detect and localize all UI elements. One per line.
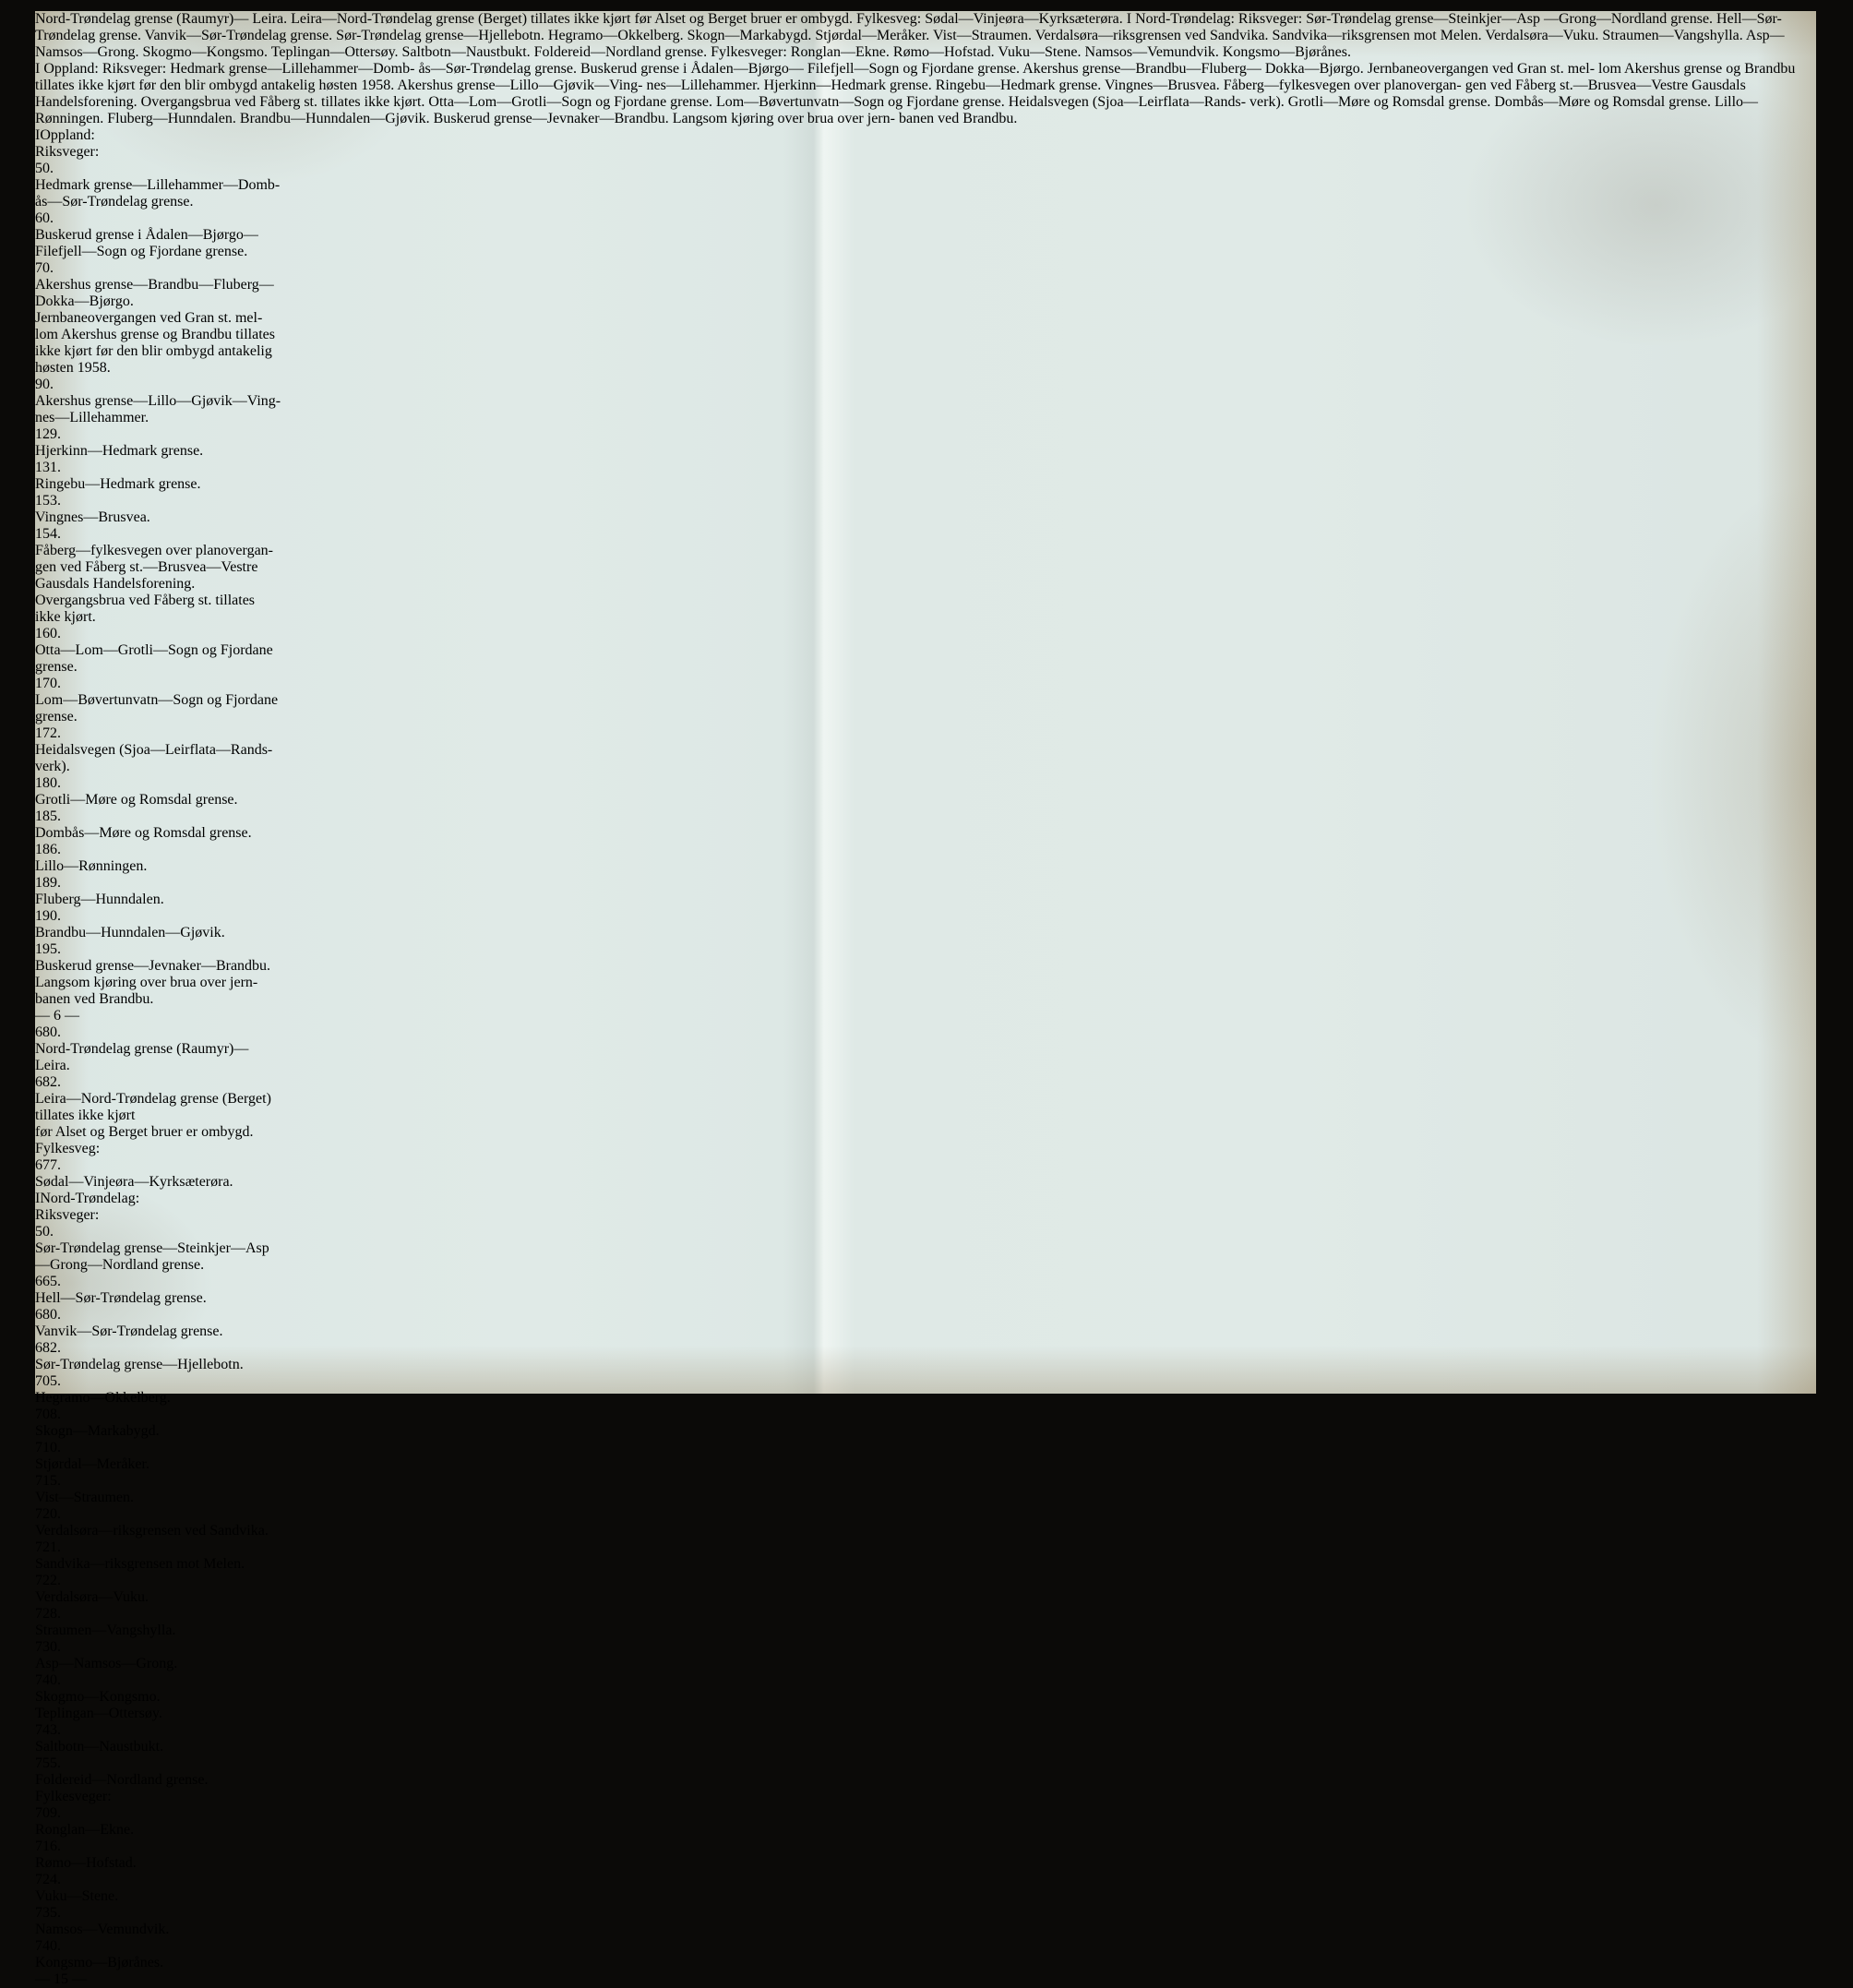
road-entry — [35, 1440, 1816, 1473]
entry-line: Lillo—Rønningen. — [35, 858, 148, 874]
road-number: 172. — [35, 725, 61, 741]
road-description — [35, 1589, 1816, 1606]
road-number: 90. — [35, 377, 54, 392]
remark-note-italic — [35, 1124, 1816, 1141]
left-page-column — [35, 127, 1816, 1024]
road-entry — [35, 161, 1816, 210]
road-entry — [35, 260, 1816, 310]
road-number: 195. — [35, 941, 61, 957]
entry-line: Hedmark grense—Lillehammer—Domb- — [35, 177, 281, 193]
road-entry — [35, 1573, 1816, 1606]
road-number: 131. — [35, 460, 61, 475]
road-description — [35, 642, 1816, 676]
region-heading — [35, 127, 1816, 144]
road-description — [35, 1739, 1816, 1755]
entry-line: tillates ikke kjørt — [35, 1108, 136, 1123]
road-description — [35, 1456, 1816, 1473]
entry-line: lom Akershus grense og Brandbu tillates — [35, 327, 275, 342]
road-description — [35, 825, 1816, 842]
entry-line: Verdalsøra—Vuku. — [35, 1589, 149, 1605]
restriction-note — [35, 593, 1816, 626]
entry-line: Skogmo—Kongsmo. — [35, 1689, 161, 1705]
road-number: 180. — [35, 775, 61, 791]
region-name: Nord-Trøndelag: — [40, 1191, 140, 1206]
entry-line: gen ved Fåberg st.—Brusvea—Vestre — [35, 559, 258, 575]
entry-line: Asp—Namsos—Grong. — [35, 1656, 178, 1671]
left-page-number: — 6 — — [35, 1008, 79, 1024]
entry-line: Vist—Straumen. — [35, 1490, 135, 1505]
scanned-page-spread — [35, 11, 1816, 1987]
road-number: 735. — [35, 1905, 61, 1921]
road-description — [35, 1323, 1816, 1340]
right-page-number: — 15 — — [35, 1971, 87, 1987]
road-description — [35, 1556, 1816, 1573]
entry-line: Hell—Sør-Trøndelag grense. — [35, 1290, 207, 1306]
road-description — [35, 1390, 1816, 1407]
road-entry — [35, 626, 1816, 676]
road-entry — [35, 1340, 1816, 1373]
road-entry — [35, 377, 1816, 426]
road-description — [35, 227, 1816, 260]
road-description — [35, 958, 1816, 975]
road-entry — [35, 1639, 1816, 1672]
entry-line: Akershus grense—Lillo—Gjøvik—Ving- — [35, 393, 281, 409]
region-prefix: I — [35, 1191, 41, 1206]
road-number: 677. — [35, 1157, 61, 1173]
road-description — [35, 1955, 1816, 1971]
entry-line: Brandbu—Hunndalen—Gjøvik. — [35, 925, 225, 940]
road-number: 743. — [35, 1722, 61, 1738]
road-entry — [35, 725, 1816, 775]
road-description — [35, 1290, 1816, 1307]
road-number: 665. — [35, 1274, 61, 1289]
road-description — [35, 1822, 1816, 1838]
road-number: 721. — [35, 1539, 61, 1555]
region-heading — [35, 1191, 1816, 1207]
road-description — [35, 1357, 1816, 1373]
road-description — [35, 476, 1816, 493]
road-entry — [35, 1506, 1816, 1539]
road-entry — [35, 1755, 1816, 1789]
entry-line: Foldereid—Nordland grense. — [35, 1772, 209, 1788]
entry-line: Saltbotn—Naustbukt. — [35, 1739, 164, 1754]
road-number: 715. — [35, 1473, 61, 1489]
entry-line: Filefjell—Sogn og Fjordane grense. — [35, 244, 248, 259]
road-description — [35, 177, 1816, 210]
entry-line: Leira. — [35, 1058, 70, 1073]
show-through-text-left: Nord-Trøndelag grense (Raumyr)— Leira. Leira—Nord-Trøndelag grense (Berget) tillates ikke kjørt før Alset og Berget bruer er ombygd. Fylkesveg: Sødal—Vinjeøra—Kyrksæterøra. I Nord-Trøndelag: Riksveger: Sør-Trøndelag grense—Steinkjer—Asp —Grong—Nordland grense. Hell—Sør-Trøndelag grense. Vanvik—Sør-Trøndelag grense. Sør-Trøndelag grense—Hjellebotn. Hegramo—Okkelberg. Skogn—Markabygd. Stjørdal—Meråker. Vist—Straumen. Verdalsøra—riksgrensen ved Sandvika. Sandvika—riksgrensen mot Melen. Verdalsøra—Vuku. Straumen—Vangshylla. Asp—Namsos—Grong. Skogmo—Kongsmo. Teplingan—Ottersøy. Saltbotn—Naustbukt. Foldereid—Nordland grense. Fylkesveger: Ronglan—Ekne. Rømo—Hofstad. Vuku—Stene. Namsos—Vemundvik. Kongsmo—Bjørånes. — [35, 11, 1785, 60]
road-entry — [35, 1407, 1816, 1440]
entry-line: Otta—Lom—Grotli—Sogn og Fjordane — [35, 642, 273, 658]
entry-line: Fåberg—fylkesvegen over planovergan- — [35, 543, 273, 558]
entry-line: grense. — [35, 709, 78, 725]
road-entry — [35, 1373, 1816, 1407]
road-number: 710. — [35, 1440, 61, 1455]
entry-line: ikke kjørt før den blir ombygd antakelig — [35, 343, 272, 359]
entry-line: Stjørdal—Meråker. — [35, 1456, 149, 1472]
road-description — [35, 277, 1816, 310]
entry-line: Leira—Nord-Trøndelag grense (Berget) — [35, 1091, 271, 1107]
road-number: 682. — [35, 1340, 61, 1356]
entry-line: Ronglan—Ekne. — [35, 1822, 135, 1838]
road-number: 740. — [35, 1938, 61, 1954]
road-entry — [35, 1872, 1816, 1905]
road-number: 705. — [35, 1373, 61, 1389]
road-description — [35, 1623, 1816, 1639]
road-number: 50. — [35, 161, 54, 176]
road-category-heading: Riksveger: — [35, 1207, 100, 1223]
road-description — [35, 543, 1816, 593]
road-description — [35, 1922, 1816, 1938]
road-description — [35, 1888, 1816, 1905]
road-description — [35, 858, 1816, 875]
road-category-heading: Riksveger: — [35, 144, 100, 160]
entry-line: Overgangsbrua ved Fåberg st. tillates — [35, 593, 256, 608]
road-number: 740. — [35, 1672, 61, 1688]
left-page-items — [35, 127, 1816, 1008]
road-number: 153. — [35, 493, 61, 509]
road-entry — [35, 908, 1816, 941]
entry-line: ikke kjørt. — [35, 609, 96, 625]
road-number: 722. — [35, 1573, 61, 1588]
entry-line: Buskerud grense—Jevnaker—Brandbu. — [35, 958, 271, 974]
road-number: 709. — [35, 1805, 61, 1821]
entry-line: Teplingan—Ottersøy. — [35, 1706, 162, 1721]
road-number: 680. — [35, 1307, 61, 1323]
entry-line: Sør-Trøndelag grense—Hjellebotn. — [35, 1357, 244, 1372]
entry-line: grense. — [35, 659, 78, 675]
road-number: 170. — [35, 676, 61, 691]
road-category-heading: Fylkesveger: — [35, 1789, 112, 1804]
entry-line: Buskerud grense i Ådalen—Bjørgo— — [35, 227, 258, 243]
road-description — [35, 1689, 1816, 1722]
right-page-items — [35, 1024, 1816, 1971]
road-description — [35, 1772, 1816, 1789]
entry-line: Straumen—Vangshylla. — [35, 1623, 176, 1638]
road-entry — [35, 875, 1816, 908]
road-entry — [35, 1157, 1816, 1191]
road-number: 682. — [35, 1074, 61, 1090]
road-description — [35, 1523, 1816, 1539]
road-entry — [35, 775, 1816, 808]
entry-line: Verdalsøra—riksgrensen ved Sandvika. — [35, 1523, 269, 1539]
entry-line: Skogn—Markabygd. — [35, 1423, 160, 1439]
entry-line: Kongsmo—Bjørånes. — [35, 1955, 164, 1970]
entry-line: verk). — [35, 759, 70, 774]
road-description — [35, 692, 1816, 725]
road-description — [35, 1656, 1816, 1672]
road-number: 50. — [35, 1224, 54, 1240]
road-entry — [35, 1539, 1816, 1573]
entry-line: banen ved Brandbu. — [35, 991, 154, 1007]
road-description — [35, 393, 1816, 426]
road-number: 186. — [35, 842, 61, 857]
road-entry — [35, 808, 1816, 842]
entry-line: nes—Lillehammer. — [35, 410, 149, 425]
road-number: 60. — [35, 210, 54, 226]
road-entry — [35, 1838, 1816, 1872]
road-number: 129. — [35, 426, 61, 442]
road-number: 190. — [35, 908, 61, 924]
entry-line: Sør-Trøndelag grense—Steinkjer—Asp — [35, 1240, 269, 1256]
region-prefix: I — [35, 127, 41, 143]
entry-line: før Alset og Berget bruer er ombygd. — [35, 1124, 254, 1140]
show-through-text-right: I Oppland: Riksveger: Hedmark grense—Lillehammer—Domb- ås—Sør-Trøndelag grense. Buskerud grense i Ådalen—Bjørgo— Filefjell—Sogn og Fjordane grense. Akershus grense—Brandbu—Fluberg— Dokka—Bjørgo. Jernbaneovergangen ved Gran st. mel- lom Akershus grense og Brandbu tillates ikke kjørt før den blir ombygd antakelig høsten 1958. Akershus grense—Lillo—Gjøvik—Ving- nes—Lillehammer. Hjerkinn—Hedmark grense. Ringebu—Hedmark grense. Vingnes—Brusvea. Fåberg—fylkesvegen over planovergan- gen ved Fåberg st.—Brusvea—Vestre Gausdals Handelsforening. Overgangsbrua ved Fåberg st. tillates ikke kjørt. Otta—Lom—Grotli—Sogn og Fjordane grense. Lom—Bøvertunvatn—Sogn og Fjordane grense. Heidalsvegen (Sjoa—Leirflata—Rands- verk). Grotli—Møre og Romsdal grense. Dombås—Møre og Romsdal grense. Lillo—Rønningen. Fluberg—Hunndalen. Brandbu—Hunndalen—Gjøvik. Buskerud grense—Jevnaker—Brandbu. Langsom kjøring over brua over jern- banen ved Brandbu. — [35, 61, 1796, 126]
road-entry — [35, 1606, 1816, 1639]
road-entry — [35, 1672, 1816, 1722]
road-entry — [35, 1024, 1816, 1074]
road-entry — [35, 1224, 1816, 1274]
entry-line: Lom—Bøvertunvatn—Sogn og Fjordane — [35, 692, 279, 708]
entry-line: Rømo—Hofstad. — [35, 1855, 137, 1871]
road-entry — [35, 426, 1816, 460]
road-number: 755. — [35, 1755, 61, 1771]
entry-line: Hjerkinn—Hedmark grense. — [35, 443, 204, 459]
road-number: 730. — [35, 1639, 61, 1655]
road-description — [35, 1091, 1816, 1124]
road-number: 185. — [35, 808, 61, 824]
road-entry — [35, 842, 1816, 875]
road-description — [35, 443, 1816, 460]
region-name: Oppland: — [40, 127, 95, 143]
entry-line: Jernbaneovergangen ved Gran st. mel- — [35, 310, 263, 326]
road-number: 728. — [35, 1606, 61, 1622]
road-entry — [35, 1905, 1816, 1938]
road-description — [35, 892, 1816, 908]
entry-line: Vingnes—Brusvea. — [35, 509, 150, 525]
road-number: 189. — [35, 875, 61, 891]
road-entry — [35, 493, 1816, 526]
entry-line: Dokka—Bjørgo. — [35, 293, 134, 309]
road-description — [35, 1174, 1816, 1191]
entry-line: Dombås—Møre og Romsdal grense. — [35, 825, 252, 841]
road-number: 160. — [35, 626, 61, 641]
road-entry — [35, 1307, 1816, 1340]
entry-line: Vanvik—Sør-Trøndelag grense. — [35, 1323, 223, 1339]
road-entry — [35, 1473, 1816, 1506]
road-description — [35, 1240, 1816, 1274]
road-entry — [35, 676, 1816, 725]
entry-line: Heidalsvegen (Sjoa—Leirflata—Rands- — [35, 742, 273, 758]
road-number: 680. — [35, 1024, 61, 1040]
entry-line: Vuku—Stene. — [35, 1888, 119, 1904]
road-description — [35, 742, 1816, 775]
entry-line: Gausdals Handelsforening. — [35, 576, 196, 592]
road-entry — [35, 1074, 1816, 1124]
road-entry — [35, 526, 1816, 593]
entry-line: Ringebu—Hedmark grense. — [35, 476, 201, 492]
entry-line: høsten 1958. — [35, 360, 111, 376]
road-number: 70. — [35, 260, 54, 276]
road-entry — [35, 210, 1816, 260]
road-number: 720. — [35, 1506, 61, 1522]
entry-line: Namsos—Vemundvik. — [35, 1922, 170, 1937]
road-description — [35, 509, 1816, 526]
right-page-column — [35, 1024, 1816, 1988]
road-description — [35, 1041, 1816, 1074]
road-entry — [35, 1722, 1816, 1755]
road-number: 716. — [35, 1838, 61, 1854]
road-description — [35, 792, 1816, 808]
road-category-heading: Fylkesveg: — [35, 1141, 101, 1156]
entry-line: ås—Sør-Trøndelag grense. — [35, 194, 194, 210]
entry-line: Akershus grense—Brandbu—Fluberg— — [35, 277, 274, 293]
road-description — [35, 1490, 1816, 1506]
entry-line: Sødal—Vinjeøra—Kyrksæterøra. — [35, 1174, 233, 1190]
road-number: 154. — [35, 526, 61, 542]
road-entry — [35, 1274, 1816, 1307]
road-number: 708. — [35, 1407, 61, 1422]
remark-note-italic — [35, 975, 1816, 1008]
restriction-note — [35, 310, 1816, 377]
road-entry — [35, 1805, 1816, 1838]
entry-line: —Grong—Nordland grense. — [35, 1257, 205, 1273]
road-description — [35, 925, 1816, 941]
entry-line: Sandvika—riksgrensen mot Melen. — [35, 1556, 245, 1572]
road-description — [35, 1423, 1816, 1440]
entry-line: Grotli—Møre og Romsdal grense. — [35, 792, 238, 808]
road-description — [35, 1855, 1816, 1872]
entry-line: Nord-Trøndelag grense (Raumyr)— — [35, 1041, 249, 1057]
entry-line: Hegramo—Okkelberg. — [35, 1390, 171, 1406]
road-entry — [35, 941, 1816, 975]
road-entry — [35, 460, 1816, 493]
entry-line: Fluberg—Hunndalen. — [35, 892, 164, 907]
road-entry — [35, 1938, 1816, 1971]
entry-line: Langsom kjøring over brua over jern- — [35, 975, 258, 990]
road-number: 724. — [35, 1872, 61, 1887]
